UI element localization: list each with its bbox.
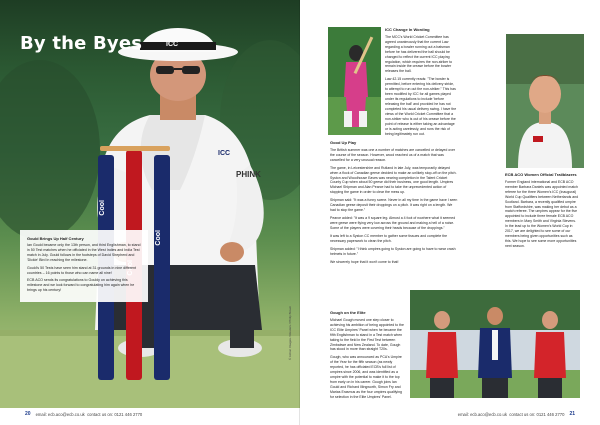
hat-icc-logo: ICC — [166, 41, 179, 48]
gough-para2: Gough, who was announced as PCA's Umpire of the Year for the fifth season (as newly reported, he has officiated ECB's full list of umpires since 2006, and was identified as a umpire with the potential to make it to the top from early on in his career. Gough joins Ian Gould and Richard Illingworth, Simon Fry and Marias Erasmus as the four umpires qualifying for selection in the Elite Umpires' Panel. — [330, 355, 402, 400]
gough-heading: Gough on the Elite — [330, 310, 366, 315]
gould-caption-box — [20, 230, 148, 302]
good-play-para7: We sincerely hope that it won't come to that! — [330, 260, 399, 265]
good-play-para3: Shipman said: "It was a funny scene. Never in all my time in the game have I seen Canadian geese deposit their droppings on a pitch. It was right on a length. We had to stop the game." — [330, 198, 458, 213]
icc-wording-heading: ICC Change In Wording — [385, 27, 430, 32]
right-page-number: 21 — [569, 411, 575, 417]
shirt-sponsor-text: PHINK — [236, 170, 261, 179]
right-footer — [458, 409, 580, 419]
photo-credit: © Action Images / Reuters / Philip Brown — [288, 305, 292, 360]
bails — [100, 146, 170, 151]
women-officials-para1: Former England international and ECB ACO member Barbara Daniels was appointed match referee for the three Women's ICC (Inaugural) World Cup Qualifiers between Netherlands and Scotland. Barbara, a recently qualified umpire from Staffordshire, was making her debut as a match referee. The umpires appear for the five appointed to include three female ECB ACO members in Mary Smith and Virginia Stevens. In the lead up to the Women's World Cup in 2017, we are delighted to see some of our members being given opportunities such as this. We hope to see some more opportunities next season. — [505, 179, 579, 249]
stump-sponsor-3: Cool — [155, 230, 162, 246]
good-play-para6: Shipman added: "I think umpires going to Syston are going to have to wear crash helmets in future." — [330, 247, 456, 257]
icc-wording-para2: Law 42.15 currently reads: "The bowler is permitted, before entering his delivery stride, to attempt to run out the non-striker." This has been modified by ICC for all games played under its regulations to include 'before releasing the ball' and provided he has not completed his usual delivery swing. I have the views of the World Cricket Committee that a non-striker who is out of his crease before the point of release is either taking an advantage or is acting carelessly, and runs the risk of being legitimately run out. — [385, 77, 457, 137]
gould-caption-heading: Gould Brings Up Half Century — [27, 236, 84, 241]
icc-wording-column — [385, 27, 457, 140]
barbara-daniels-photo — [506, 34, 584, 168]
umpires-photo — [410, 290, 580, 398]
stump-sponsor-1: Cool — [99, 200, 106, 216]
gould-caption-para3: ECB ACO sends its congratulations to Gouldy on achieving this milestone and we look forward to congratulating him again when he brings up his century! — [27, 278, 135, 293]
left-footer-email[interactable]: email: ecb.aco@ecb.co.uk — [35, 411, 85, 417]
good-play-para4: Pearce added: "It was a 9 square leg. Almost a 4 foot of nowhere what it seemed were geese were flying very low across the ground and making a hell of a noise. Some of the players were covering their heads because of the droppings." — [330, 216, 456, 231]
good-play-para1: The British summer was one a number of matches are cancelled or delayed over the course of the season. However, wood reached us of a match that was cancelled for a very unusual reason. — [330, 147, 456, 162]
left-page-number: 20 — [25, 411, 31, 417]
right-footer-contact: contact us on: 0121 446 2770 — [509, 411, 565, 417]
good-play-para5: It was left to a Syston CC member to gather some tissues and complete the necessary paperwork to clean the pitch. — [330, 234, 448, 244]
stump-right — [154, 155, 170, 380]
batter-photo — [328, 27, 381, 135]
women-officials-heading: ECB ACO Women Official Trailblazers — [505, 172, 577, 177]
shirt-icc-logo: ICC — [218, 150, 231, 157]
right-page — [300, 0, 600, 425]
gould-caption-para1: Ian Gould became only the 13th person, and third Englishman, to stand in 50 Test matches when he officiated in the West Indies and India Test match in July. Gould follows in the footsteps of David Shepherd and 'Dickie' Bird in reaching the milestone. — [27, 243, 141, 262]
gough-column — [330, 310, 404, 403]
icc-wording-para1: The MCC's World Cricket Committee has agreed unanimously that the current Law regarding a bowler running out a batsman before he has delivered the ball should be changed to reflect the current ICC playing regulation, which requires the non-striker to remain inside the crease before the bowler releases the ball. — [385, 34, 453, 74]
left-footer — [20, 409, 142, 419]
good-play-heading: Good Up Play — [330, 140, 357, 145]
gould-caption-para2: Gould's 50 Tests have seen him stand at 31 grounds in nine different countries – 16 points to those who can name all nine! — [27, 265, 137, 275]
umpire-photo — [0, 0, 300, 408]
left-footer-contact: contact us on: 0121 446 2770 — [87, 411, 143, 417]
good-play-column — [330, 140, 458, 268]
right-footer-email[interactable]: email: ecb.aco@ecb.co.uk — [457, 411, 507, 417]
women-officials-column — [505, 172, 579, 252]
good-play-para2: The game, in Leicestershire and Rutland in late July, was temporarily delayed when a flock of Canadian geese decided to make an unlikely stop-off on the pitch. Syston and Woodhouse Eaves was nearing completion in the Talent Cricket County Cup when about 50 geese did their business, one good length. Umpires Michael Shipman and Alan Pearce had to take the unprecedented action of stopping the game in order to clear the mess up. — [330, 165, 457, 195]
page-title: By the Byes — [20, 33, 143, 54]
gough-para1: Michael Gough moved one step closer to achieving his ambition of being appointed to the ICC Elite Umpires' Panel when he became the fifth Englishman to stand in a Test match when taking to the field in the First Test between Zimbabwe and New Zealand. To date, Gough has stood in more than straight T20s. — [330, 317, 404, 352]
